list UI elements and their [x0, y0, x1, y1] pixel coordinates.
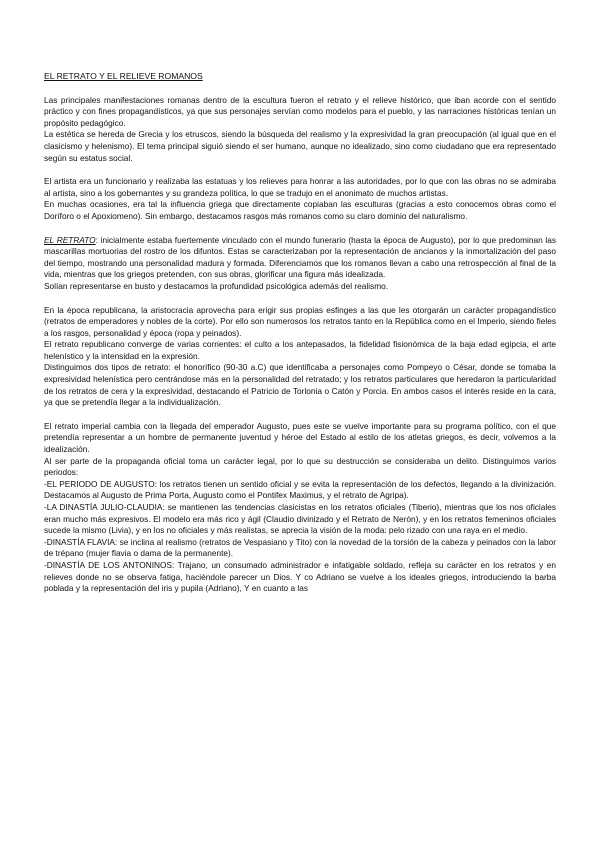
- paragraph-gap: [44, 223, 556, 235]
- paragraph-text: El retrato republicano converge de varias corrientes: el culto a los antepasados, la fidelidad fisionómica de la baja edad egipcia, el arte helenístico y la intensidad en la expresión.: [44, 339, 556, 361]
- document-body: [44, 95, 556, 595]
- paragraph-text: El retrato imperial cambia con la llegada del emperador Augusto, pues este se vuelve importante para su programa político, con el que pretendía representar a un hombre de permanente juventud y héroe del Estado al estilo de los atletas griegos, es decir, volvemos a la idealización.: [44, 420, 556, 455]
- paragraph: [44, 305, 556, 340]
- paragraph: [44, 281, 556, 293]
- paragraph-lead: EL RETRATO: [44, 234, 96, 245]
- paragraph-text: -EL PERIODO DE AUGUSTO: los retratos tienen un sentido oficial y se evita la representación de los defectos, llegando a la divinización. Destacamos al Augusto de Prima Porta, Augusto como el Pontifex Maximus, y el retrato de Agripa).: [44, 478, 556, 501]
- document-page: [44, 71, 556, 595]
- paragraph: [44, 176, 556, 199]
- paragraph: [44, 421, 556, 456]
- paragraph-text: -LA DINASTÍA JULIO-CLAUDIA: se mantienen las tendencias clasicistas en los retratos oficiales (Tiberio), mientras que los nos oficiales eran mucho más expresivos. El modelo era más rico y ágil (Claudio divinizado y el Retrato de Nerón), y en los retratos femeninos oficiales sucede la mismo (Livia), y en los no oficiales y más realistas, se aprecia la visión de la moda: pelo rizado con una raya en el medio.: [44, 502, 556, 536]
- paragraph: [44, 235, 556, 281]
- paragraph: [44, 537, 556, 560]
- paragraph-text: En muchas ocasiones, era tal la influencia griega que directamente copiaban las esculturas (gracias a esto conocemos obras como el Doríforo o el Apoxiomeno). Sin embargo, destacamos rasgos más romanos como su claro dominio del naturalismo.: [44, 199, 556, 221]
- paragraph-text: Distinguimos dos tipos de retrato: el honorífico (90-30 a.C) que identificaba a personajes como Pompeyo o César, donde se tomaba la expresividad helenística pero centrándose más en la personalidad del retratado; y los retratos particulares que heredaron la particularidad de los retratos de cera y la expresividad, destacando el Patricio de Torlonia o Catón y Porcia. En ambos casos el interés reside en la cara, ya que se pretendía llegar a la individualización.: [44, 362, 556, 408]
- paragraph-text: En la época republicana, la aristocracia aprovecha para erigir sus propias esfinges a las que les otorgarán un carácter propagandístico (retratos de emperadores y nobles de la corte). Por ello son numerosos los retratos tanto en la República como en el Imperio, siendo fieles a los rasgos, personalidad y época (ropa y peinados).: [44, 304, 556, 338]
- paragraph: [44, 129, 556, 164]
- paragraph-text: La estética se hereda de Grecia y los etruscos, siendo la búsqueda del realismo y la expresividad la gran preocupación (al igual que en el clasicismo y helenismo). El tema principal siguió siendo el ser humano, aunque no idealizado, sino como ciudadano que era representado según su estatus social.: [44, 129, 556, 163]
- paragraph-gap: [44, 164, 556, 176]
- paragraph-text: -DINASTÍA DE LOS ANTONINOS: Trajano, un consumado administrador e infatigable soldado, refleja su carácter en los retratos y en relieves donde no se observa fatiga, haciéndole parecer un Dios. Y co Adriano se vuelve a los ideales griegos, introduciendo la barba poblada y la representación del iris y pupila (Adriano), Y en cuanto a las: [44, 559, 556, 594]
- paragraph: [44, 456, 556, 479]
- paragraph-text: Las principales manifestaciones romanas dentro de la escultura fueron el retrato y el relieve histórico, que iban acorde con el sentido práctico y con fines propagandísticos, ya que sus personajes servían como modelos para el pueblo, y las narraciones históricas tenían un propósito pedagógico.: [44, 94, 556, 128]
- paragraph-gap: [44, 293, 556, 305]
- paragraph: [44, 502, 556, 537]
- paragraph-text: Al ser parte de la propaganda oficial toma un carácter legal, por lo que su destrucción se consideraba un delito. Distinguimos varios periodos:: [44, 455, 556, 478]
- paragraph: [44, 199, 556, 222]
- paragraph-text: Solían representarse en busto y destacamos la profundidad psicológica además del realismo.: [44, 280, 389, 291]
- paragraph-text: -DINASTÍA FLAVIA: se inclina al realismo (retratos de Vespasiano y Tito) con la novedad de la torsión de la cabeza y peinados con la labor de trépano (mujer flavia o dama de la permanente).: [44, 536, 556, 559]
- paragraph: [44, 339, 556, 362]
- paragraph: [44, 362, 556, 408]
- paragraph-text: : inicialmente estaba fuertemente vinculado con el mundo funerario (hasta la época de Augusto), por lo que predominan las mascarillas mortuorias del rostro de los difuntos. Estas se caracterizaban por la representación de ancianos y la inmortalización del paso del tiempo, mostrando una personalidad madura y formada. Diferenciamos que los romanos llevan a cabo una retrospección al final de la vida, mientras que los griegos pretenden, con sus obras, glorificar una figura más idealizada.: [44, 234, 557, 280]
- paragraph: [44, 560, 556, 595]
- paragraph: [44, 95, 556, 130]
- paragraph: [44, 479, 556, 502]
- paragraph-gap: [44, 409, 556, 421]
- document-title: EL RETRATO Y EL RELIEVE ROMANOS: [44, 71, 203, 81]
- paragraph-text: El artista era un funcionario y realizaba las estatuas y los relieves para honrar a las autoridades, por lo que con las obras no se admiraba al artista, sino a los gobernantes y su grandeza política, lo que se tradujo en el anonimato de muchos artistas.: [44, 176, 556, 198]
